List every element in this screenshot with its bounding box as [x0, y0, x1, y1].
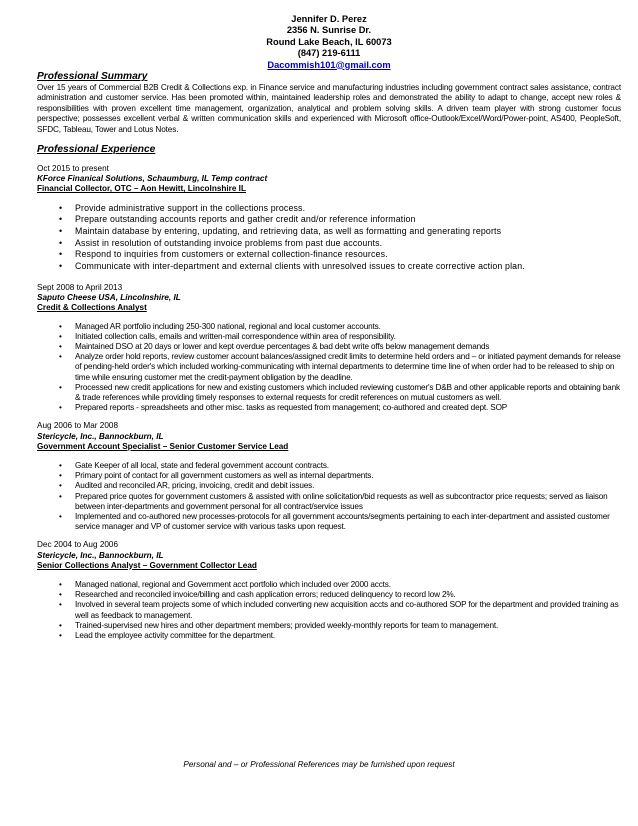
list-item: • Provide administrative support in the collections process. — [59, 202, 306, 213]
bullet-icon: • — [59, 590, 62, 600]
bullet-icon: • — [59, 403, 62, 413]
job-company: KForce Finanical Solutions, Schaumburg, IL Temp contract — [37, 174, 268, 184]
list-item: • Gate Keeper of all local, state and federal government account contracts. — [59, 460, 329, 470]
job-dates: Oct 2015 to present — [37, 164, 109, 174]
list-item: • Respond to inquiries from customers or external collection-finance resources. — [59, 249, 388, 260]
bullet-icon: • — [59, 491, 62, 501]
list-item: • Maintain database by entering, updating, and retrieving data, as well as formatting and generating reports — [59, 226, 502, 237]
list-item: • Primary point of contact for all government customers as well as internal departments. — [59, 471, 374, 481]
list-item: • Lead the employee activity committee for the department. — [59, 630, 276, 640]
resume-page — [37, 14, 621, 641]
bullet-icon: • — [59, 237, 63, 248]
experience-heading: Professional Experience — [37, 144, 156, 156]
bullet-icon: • — [59, 321, 62, 331]
job-bullets — [37, 203, 621, 273]
summary-section — [37, 71, 621, 135]
bullet-icon: • — [59, 579, 62, 589]
list-item: • Researched and reconciled invoice/billing and cash application errors; reduced delinquency to record low 2%. — [59, 590, 456, 600]
list-item: • Prepare outstanding accounts reports and gather credit and/or reference information — [59, 214, 416, 225]
job-company: Stericycle, Inc., Bannockburn, IL — [37, 431, 164, 441]
list-item: • Communicate with inter-department and external clients with unresolved issues to create corrective action plan. — [59, 261, 525, 272]
bullet-icon: • — [59, 202, 63, 213]
list-item: • Managed national, regional and Government acct portfolio which included over 2000 accts. — [59, 579, 391, 589]
candidate-name: Jennifer D. Perez — [291, 14, 367, 24]
job-dates: Dec 2004 to Aug 2006 — [37, 540, 119, 550]
list-item: • Prepared reports - spreadsheets and other misc. tasks as requested from management; co-authored and created dept. SOP — [59, 403, 508, 413]
job-dates: Aug 2006 to Mar 2008 — [37, 421, 119, 431]
street-address: 2356 N. Sunrise Dr. — [286, 25, 372, 36]
list-item: • Trained-supervised new hires and other department members; provided weekly-monthly reports for team to management. — [59, 620, 499, 630]
list-item: • Initiated collection calls, emails and written-mail correspondence within area of responsibility. — [59, 331, 396, 341]
bullet-icon: • — [59, 331, 62, 341]
list-item: • Involved in several team projects some of which included converting new acquisition accts and co-authored SOP for the department and provided training as well as feedback to management. — [59, 600, 619, 620]
summary-heading: Professional Summary — [37, 71, 148, 83]
bullet-icon: • — [59, 630, 62, 640]
job-role: Credit & Collections Analyst — [37, 303, 147, 313]
list-item: • Analyze order hold reports, review customer account balances/assigned credit limits to determine held orders and – or initiated payment demands for release of pending-held order's which included working-communicating with internal departments to determine time line of when order had to be released to ship on time while ensuring customer met the credit-payment obligation by the deadline. — [59, 352, 621, 382]
bullet-icon: • — [59, 261, 63, 272]
bullet-icon: • — [59, 214, 63, 225]
job-entry-stericycle-collections — [37, 540, 621, 641]
job-company: Saputo Cheese USA, Lincolnshire, IL — [37, 293, 181, 303]
job-role: Senior Collections Analyst – Government Collector Lead — [37, 560, 257, 570]
bullet-icon: • — [59, 600, 62, 610]
bullet-icon: • — [59, 511, 62, 521]
job-entry-kforce — [37, 164, 621, 273]
contact-header — [37, 14, 621, 71]
bullet-icon: • — [59, 226, 63, 237]
job-role: Government Account Specialist – Senior Customer Service Lead — [37, 441, 289, 451]
list-item: • Implemented and co-authored new processes-protocols for all government accounts/segments pertaining to each inter-department and assisted customer service manager and VP of customer service with various tasks upon request. — [59, 511, 610, 532]
bullet-icon: • — [59, 249, 63, 260]
list-item: • Audited and reconciled AR, pricing, invoicing, credit and debit issues. — [59, 481, 315, 491]
bullet-icon: • — [59, 481, 62, 491]
list-item: • Managed AR portfolio including 250-300 national, regional and local customer accounts. — [59, 321, 381, 331]
experience-section — [37, 144, 621, 641]
bullet-icon: • — [59, 471, 62, 481]
list-item: • Assist in resolution of outstanding invoice problems from past due accounts. — [59, 237, 383, 248]
bullet-icon: • — [59, 352, 62, 362]
summary-text: Over 15 years of Commercial B2B Credit & Collections exp. in Finance service and manufacturing industries including government contract sales assistance, contract administration and customer service. Has been promoted within, maintained leadership roles and demonstrated the ability to adapt to change, accept new roles & responsibilities with proven excellent time management, organization, analytical and problem solving skills. A driven team player with strong customer focus perspective; possesses excellent verbal & written communication skills and experienced with Microsoft office-Outlook/Excel/Word/Power-point, AS400, PeopleSoft, SFDC, Tableau, Tower and Lotus Notes. — [37, 83, 621, 134]
list-item: • Processed new credit applications for new and existing customers which included reviewing customer's D&B and other applicable reports and obtaining bank & trade references while providing timely responses to external requests for credit references on mutual customers as well. — [59, 382, 620, 402]
job-entry-saputo — [37, 283, 621, 413]
list-item: • Maintained DSO at 20 days or lower and kept overdue percentages & bad debt write offs below management demands — [59, 341, 490, 351]
bullet-icon: • — [59, 382, 62, 392]
email-link[interactable]: Dacommish101@gmail.com — [267, 59, 391, 70]
bullet-icon: • — [59, 341, 62, 351]
references-footer: Personal and – or Professional References may be furnished upon request — [183, 760, 455, 769]
phone-number: (847) 219-6111 — [297, 48, 361, 59]
city-state-zip: Round Lake Beach, IL 60073 — [266, 36, 392, 47]
job-entry-stericycle-govt — [37, 421, 621, 532]
bullet-icon: • — [59, 620, 62, 630]
job-role: Financial Collector, OTC – Aon Hewitt, Lincolnshire IL — [37, 184, 246, 194]
job-company: Stericycle, Inc., Bannockburn, IL — [37, 550, 164, 560]
bullet-icon: • — [59, 460, 62, 470]
job-bullets — [37, 461, 621, 532]
list-item: • Prepared price quotes for government customers & assisted with online solicitation/bid requests as well as subcontractor price requests; served as liaison between inter-departments and government personal for all contract/service issues — [59, 491, 608, 511]
job-dates: Sept 2008 to April 2013 — [37, 282, 123, 292]
job-bullets — [37, 322, 621, 414]
job-bullets — [37, 580, 621, 641]
